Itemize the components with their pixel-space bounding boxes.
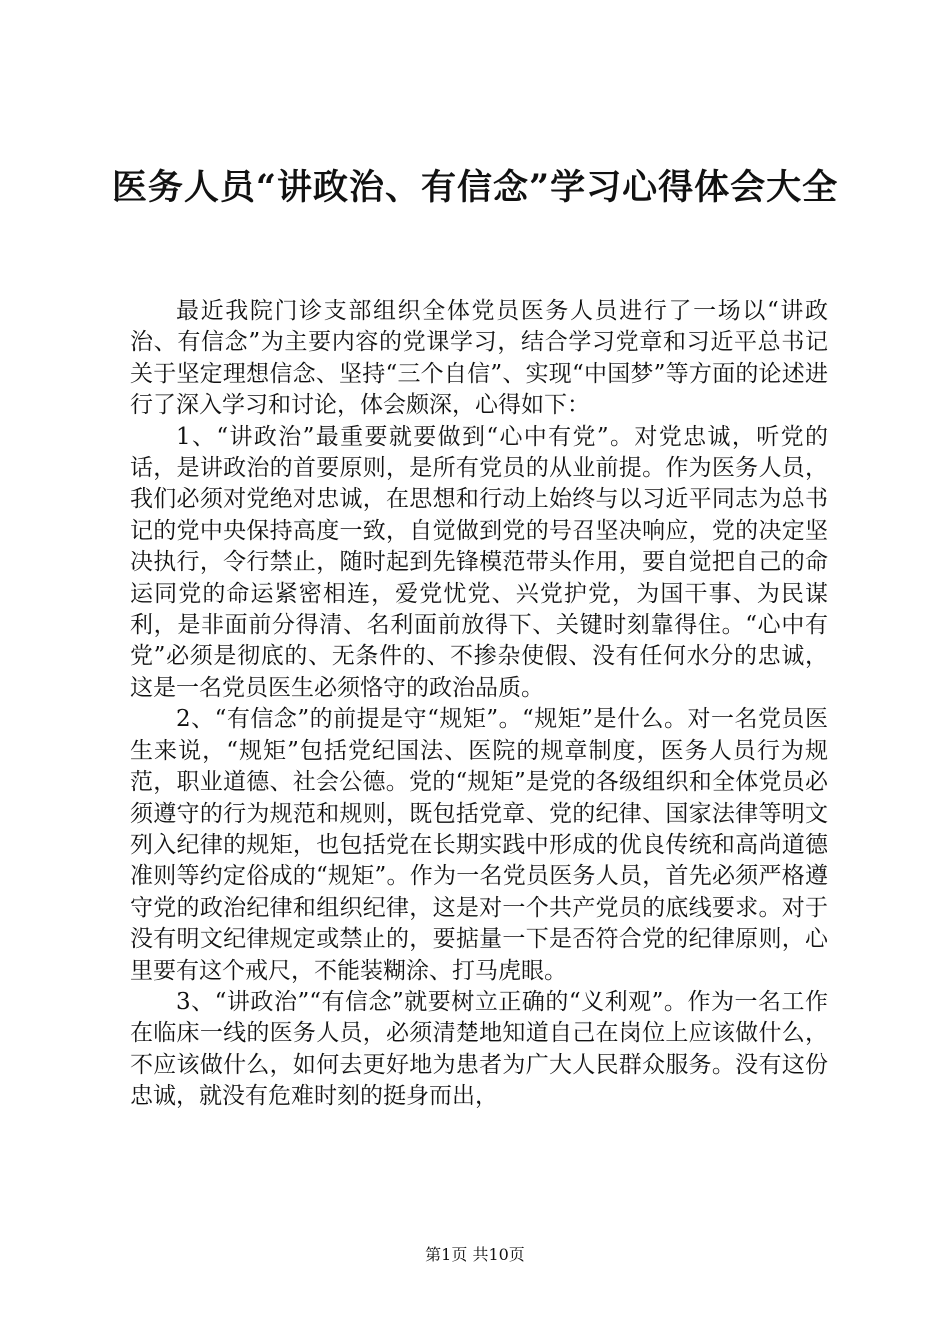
paragraph-3: 3、“讲政治”“有信念”就要树立正确的“义利观”。作为一名工作在临床一线的医务人员，必须清楚地知道自己在岗位上应该做什么，不应该做什么，如何去更好地为患者为广大人民群众服务。没有这份忠诚，就没有危难时刻的挺身而出， [130, 988, 828, 1110]
paragraph-2: 2、“有信念”的前提是守“规矩”。“规矩”是什么。对一名党员医生来说，“规矩”包括党纪国法、医院的规章制度，医务人员行为规范，职业道德、社会公德。党的“规矩”是党的各级组织和全体党员必须遵守的行为规范和规则，既包括党章、党的纪律、国家法律等明文列入纪律的规矩，也包括党在长期实践中形成的优良传统和高尚道德准则等约定俗成的“规矩”。作为一名党员医务人员，首先必须严格遵守党的政治纪律和组织纪律，这是对一个共产党员的底线要求。对于没有明文纪律规定或禁止的，要掂量一下是否符合党的纪律原则，心里要有这个戒尺，不能装糊涂、打马虎眼。 [130, 706, 828, 984]
document-body [130, 296, 828, 1113]
paragraph-intro: 最近我院门诊支部组织全体党员医务人员进行了一场以“讲政治、有信念”为主要内容的党课学习，结合学习党章和习近平总书记关于坚定理想信念、坚持“三个自信”、实现“中国梦”等方面的论述进行了深入学习和讨论，体会颇深，心得如下： [130, 298, 828, 419]
page-number: 第1页 共10页 [425, 1245, 525, 1264]
document-title: 医务人员“讲政治、有信念”学习心得体会大全 [111, 167, 839, 208]
page-footer [0, 1245, 950, 1265]
paragraph-1: 1、“讲政治”最重要就要做到“心中有党”。对党忠诚，听党的话，是讲政治的首要原则，是所有党员的从业前提。作为医务人员，我们必须对党绝对忠诚，在思想和行动上始终与以习近平同志为总书记的党中央保持高度一致，自觉做到党的号召坚决响应，党的决定坚决执行，令行禁止，随时起到先锋模范带头作用，要自觉把自己的命运同党的命运紧密相连，爱党忧党、兴党护党，为国干事、为民谋利，是非面前分得清、名利面前放得下、关键时刻靠得住。“心中有党”必须是彻底的、无条件的、不掺杂使假、没有任何水分的忠诚，这是一名党员医生必须恪守的政治品质。 [130, 423, 828, 701]
